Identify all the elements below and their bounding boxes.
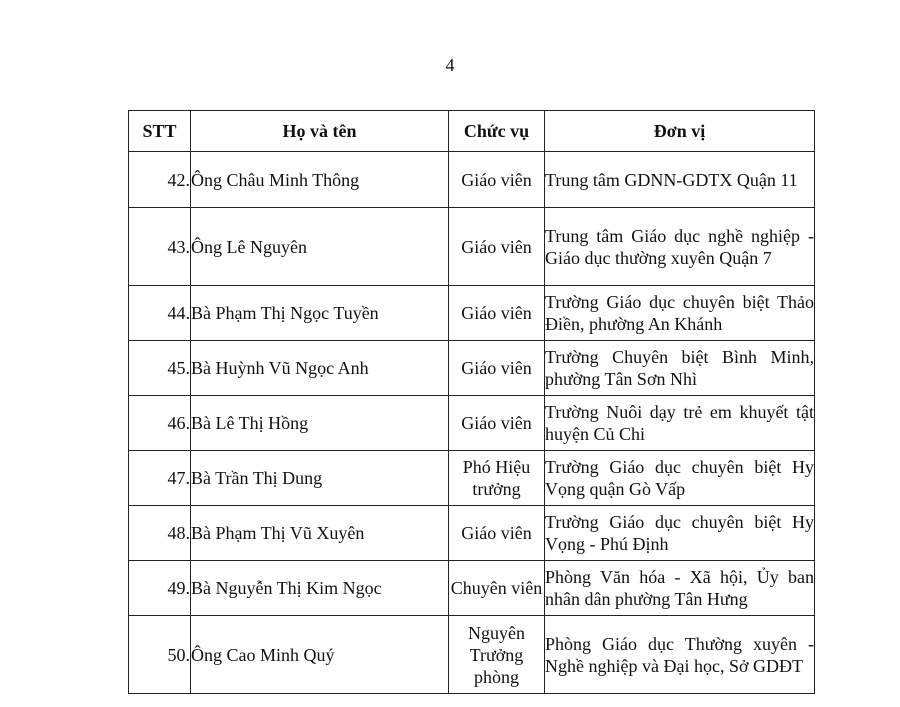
table-row [129,341,815,396]
row-unit: Phòng Văn hóa - Xã hội, Ủy ban nhân dân phường Tân Hưng [545,561,815,616]
row-name: Bà Phạm Thị Vũ Xuyên [191,506,449,561]
row-stt: 42. [129,152,191,208]
row-unit: Trường Giáo dục chuyên biệt Hy Vọng - Phú Định [545,506,815,561]
row-stt: 45. [129,341,191,396]
row-position: Chuyên viên [449,561,545,616]
table-row [129,561,815,616]
header-stt: STT [129,111,191,152]
row-position: Giáo viên [449,208,545,286]
row-stt: 48. [129,506,191,561]
row-position: Giáo viên [449,152,545,208]
row-position: Giáo viên [449,341,545,396]
row-unit: Trường Nuôi dạy trẻ em khuyết tật huyện Củ Chi [545,396,815,451]
row-unit: Trường Giáo dục chuyên biệt Hy Vọng quận Gò Vấp [545,451,815,506]
table-row [129,396,815,451]
page-number: 4 [445,55,455,75]
row-unit: Trường Chuyên biệt Bình Minh, phường Tân Sơn Nhì [545,341,815,396]
row-name: Ông Lê Nguyên [191,208,449,286]
row-unit: Trường Giáo dục chuyên biệt Thảo Điền, phường An Khánh [545,286,815,341]
table-row [129,616,815,694]
row-stt: 44. [129,286,191,341]
row-position: Giáo viên [449,506,545,561]
row-stt: 50. [129,616,191,694]
row-name: Ông Cao Minh Quý [191,616,449,694]
row-stt: 46. [129,396,191,451]
table-row [129,208,815,286]
table-row [129,506,815,561]
header-name: Họ và tên [191,111,449,152]
staff-table [128,110,815,694]
row-name: Bà Huỳnh Vũ Ngọc Anh [191,341,449,396]
table-row [129,286,815,341]
row-unit: Phòng Giáo dục Thường xuyên - Nghề nghiệp và Đại học, Sở GDĐT [545,616,815,694]
row-name: Ông Châu Minh Thông [191,152,449,208]
table-header-row [129,111,815,152]
row-position: Giáo viên [449,286,545,341]
table-row [129,451,815,506]
header-unit: Đơn vị [545,111,815,152]
header-position: Chức vụ [449,111,545,152]
row-stt: 47. [129,451,191,506]
row-name: Bà Trần Thị Dung [191,451,449,506]
table-row [129,152,815,208]
row-name: Bà Phạm Thị Ngọc Tuyền [191,286,449,341]
row-unit: Trung tâm Giáo dục nghề nghiệp - Giáo dục thường xuyên Quận 7 [545,208,815,286]
row-name: Bà Lê Thị Hồng [191,396,449,451]
row-stt: 43. [129,208,191,286]
row-position: Giáo viên [449,396,545,451]
row-stt: 49. [129,561,191,616]
row-position: Nguyên Trưởng phòng [449,616,545,694]
row-position: Phó Hiệu trưởng [449,451,545,506]
row-unit: Trung tâm GDNN-GDTX Quận 11 [545,152,815,208]
row-name: Bà Nguyễn Thị Kim Ngọc [191,561,449,616]
